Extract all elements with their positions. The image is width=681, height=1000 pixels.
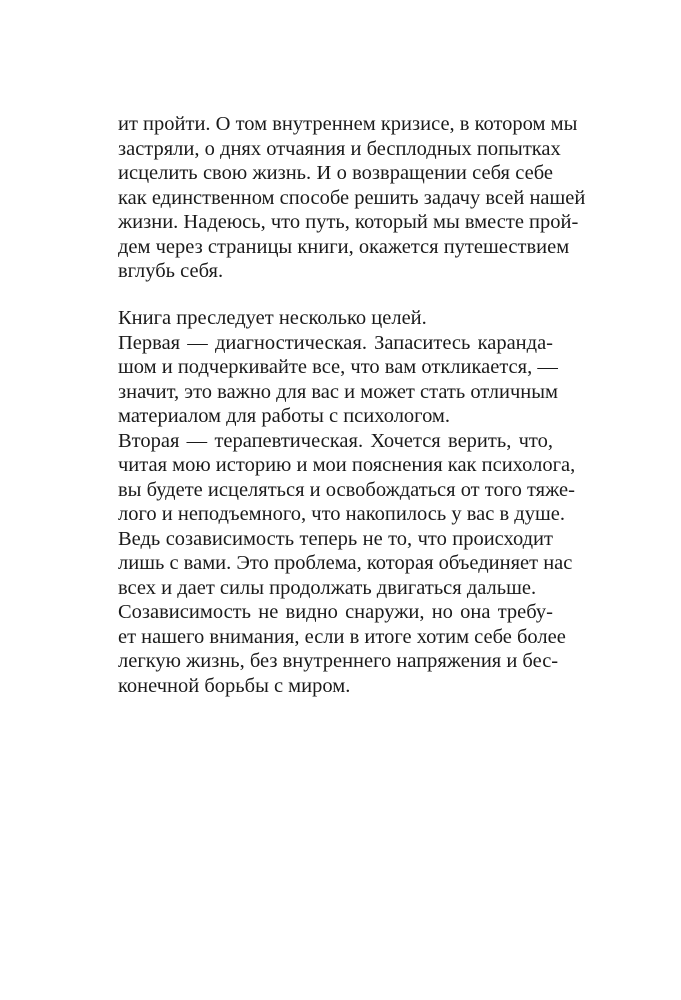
text-line: ит пройти. О том внутреннем кризисе, в котором мы: [118, 113, 578, 135]
main-text: [118, 306, 576, 698]
text-line: Вторая — терапевтическая. Хочется верить, что,: [118, 429, 553, 452]
text-line: легкую жизнь, без внутреннего напряжения и бес-: [118, 650, 559, 672]
text-line: шом и подчеркивайте все, что вам откликается, —: [118, 356, 558, 378]
paragraph-continuation: [118, 112, 586, 284]
text-line: вы будете исцеляться и освобождаться от того тяже-: [118, 478, 575, 501]
text-line: дем через страницы книги, окажется путешествием: [118, 235, 570, 258]
text-line: ет нашего внимания, если в итоге хотим себе более: [118, 625, 566, 648]
text-line: Созависимость не видно снаружи, но она требу-: [118, 601, 553, 623]
paragraph-codependency: [118, 600, 566, 698]
text-line: застряли, о днях отчаяния и бесплодных попытках: [118, 137, 561, 160]
text-line: значит, это важно для вас и может стать отличным: [118, 380, 558, 403]
text-line: Первая — диагностическая. Запаситесь каранда-: [118, 331, 553, 354]
text-line: конечной борьбы с миром.: [118, 674, 351, 697]
paragraph-intro: [118, 306, 553, 331]
text-line: материалом для работы с психологом.: [118, 405, 451, 427]
paragraph-first-goal: [118, 331, 558, 429]
text-line: лишь с вами. Это проблема, которая объединяет нас: [118, 552, 573, 574]
text-line: лого и неподъемного, что накопилось у вас в душе.: [118, 503, 565, 525]
text-line: исцелить свою жизнь. И о возвращении себя себе: [118, 162, 553, 184]
text-line: Ведь созависимость теперь не то, что происходит: [118, 527, 553, 550]
text-line: как единственном способе решить задачу всей нашей: [118, 186, 586, 209]
text-line: жизни. Надеюсь, что путь, который мы вместе прой-: [118, 211, 579, 233]
text-line: вглубь себя.: [118, 260, 224, 282]
text-line: читая мою историю и мои пояснения как психолога,: [118, 454, 576, 476]
paragraph-second-goal: [118, 429, 576, 601]
text-line: всех и дает силы продолжать двигаться дальше.: [118, 576, 537, 599]
text-line-content: Книга преследует несколько целей.: [118, 307, 427, 329]
text-line: [118, 306, 553, 331]
